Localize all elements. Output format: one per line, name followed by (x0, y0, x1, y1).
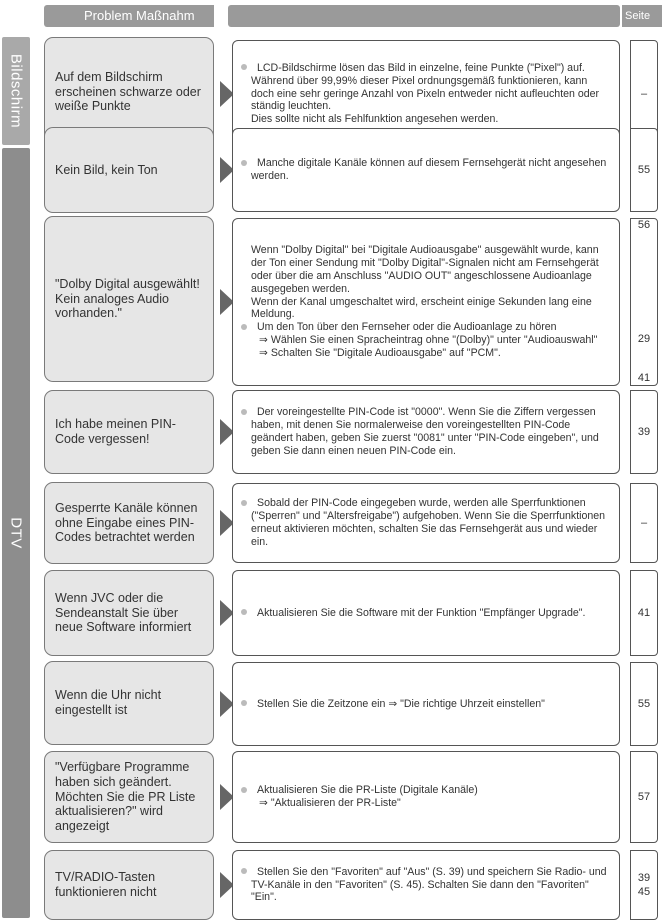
problem-cell: Wenn JVC oder die Sendeanstalt Sie über neue Software informiert (44, 570, 214, 656)
bullet-icon (241, 700, 247, 706)
bullet-icon (241, 160, 247, 166)
bullet-icon (241, 787, 247, 793)
column-header-page: Seite (622, 5, 662, 27)
solution-line (251, 784, 611, 797)
solution-line (251, 321, 611, 334)
problem-cell: Kein Bild, kein Ton (44, 127, 214, 213)
solution-text: Aktualisieren Sie die PR-Liste (Digitale Kanäle) (257, 784, 478, 797)
page-cell (630, 390, 658, 474)
page-number: – (640, 517, 648, 529)
solution-cell (232, 570, 620, 656)
bullet-icon (241, 868, 247, 874)
solution-line (251, 497, 611, 549)
section-tab-bildschirm (2, 37, 30, 145)
solution-text: ⇒ "Aktualisieren der PR-Liste" (259, 797, 401, 809)
page-number: 39 (637, 426, 651, 438)
page-cell (630, 483, 658, 563)
page-number: 39 (637, 872, 651, 884)
page-cell (630, 751, 658, 843)
page-number: 29 (637, 332, 651, 345)
page-cell (630, 850, 658, 920)
bullet-icon (241, 324, 247, 330)
solution-cell (232, 850, 620, 920)
solution-line (251, 347, 611, 360)
page-number: 55 (637, 698, 651, 710)
page-number: 41 (637, 371, 651, 384)
problem-cell: Gesperrte Kanäle können ohne Eingabe eines PIN-Codes betrachtet werden (44, 482, 214, 564)
section-label-dtv: DTV (7, 517, 25, 549)
solution-text: LCD-Bildschirme lösen das Bild in einzelne, feine Punkte ("Pixel") auf. (257, 61, 585, 74)
solution-text: Wenn "Dolby Digital" bei "Digitale Audioausgabe" ausgewählt wurde, kann der Ton einer Sendung mit "Dolby Digital"-Signalen nicht am Fernsehgerät oder über die am Anschluss "AUDIO OUT" angeschlossene Audioanlage ausgegeben werden. (251, 243, 599, 295)
problem-cell: Auf dem Bildschirm erscheinen schwarze oder weiße Punkte (44, 37, 214, 147)
page-number: 56 (637, 218, 651, 231)
solution-text: Stellen Sie den "Favoriten" auf "Aus" (S. 39) und speichern Sie Radio- und TV-Kanäle in den "Favoriten" (S. 45). Schalten Sie dann den "Favoriten" "Ein". (251, 865, 607, 904)
problem-cell: TV/RADIO-Tasten funktionieren nicht (44, 850, 214, 920)
solution-text: Aktualisieren Sie die Software mit der Funktion "Empfänger Upgrade". (257, 606, 586, 619)
solution-cell (232, 218, 620, 386)
solution-line (251, 62, 611, 75)
bullet-icon (241, 409, 247, 415)
page-number: 55 (637, 164, 651, 176)
solution-line (251, 157, 611, 183)
solution-text: ⇒ Schalten Sie "Digitale Audioausgabe" auf "PCM". (259, 347, 501, 360)
solution-line (251, 698, 611, 711)
page-cell (630, 662, 658, 746)
solution-cell (232, 483, 620, 563)
page-number: – (640, 88, 648, 100)
solution-text: Der voreingestellte PIN-Code ist "0000". Wenn Sie die Ziffern vergessen haben, mit denen Sie normalerweise den voreingestellten PIN-Code geändert haben, geben Sie zuerst "0081" unter "PIN-Code eingeben", und geben Sie dann einen neuen PIN-Code ein. (251, 406, 599, 457)
solution-line (251, 607, 611, 620)
page-number: 45 (637, 886, 651, 898)
page-cell (630, 218, 658, 386)
problem-cell: Ich habe meinen PIN-Code vergessen! (44, 390, 214, 474)
solution-text: Manche digitale Kanäle können auf diesem Fernsehgerät nicht angesehen werden. (251, 157, 607, 182)
solution-text: Sobald der PIN-Code eingegeben wurde, werden alle Sperrfunktionen ("Sperren" und "Altersfreigabe") aufgehoben. Wenn Sie die Sperrfunktionen erneut aktivieren möchten, schalten Sie das Fernsehgerät aus und wieder ein. (251, 497, 606, 548)
page-number: 57 (637, 791, 651, 803)
column-header-problem: Problem Maßnahm (44, 5, 214, 27)
solution-line (251, 406, 611, 458)
solution-text: ⇒ Wählen Sie einen Spracheintrag ohne "(Dolby)" unter "Audioauswahl" (259, 334, 598, 347)
solution-cell (232, 128, 620, 212)
solution-text: Während über 99,99% dieser Pixel ordnungsgemäß funktionieren, kann doch eine sehr geringe Anzahl von Pixeln entweder nicht aufleuchten oder ständig leuchten. (251, 74, 600, 113)
solution-cell (232, 662, 620, 746)
solution-line (251, 244, 611, 296)
page-cell (630, 570, 658, 656)
bullet-icon (241, 64, 247, 70)
solution-text: Stellen Sie die Zeitzone ein ⇒ "Die richtige Uhrzeit einstellen" (257, 697, 545, 710)
page-number: 41 (637, 607, 651, 619)
bullet-icon (241, 609, 247, 615)
solution-cell (232, 751, 620, 843)
solution-line (251, 797, 611, 810)
problem-cell: "Dolby Digital ausgewählt! Kein analoges Audio vorhanden." (44, 216, 214, 382)
bullet-icon (241, 500, 247, 506)
solution-line (251, 75, 611, 114)
section-label-bildschirm: Bildschirm (7, 53, 25, 129)
section-tab-dtv (2, 148, 30, 918)
page-cell (630, 128, 658, 212)
solution-line (251, 866, 611, 905)
problem-cell: Wenn die Uhr nicht eingestellt ist (44, 661, 214, 745)
solution-text: Um den Ton über den Fernseher oder die Audioanlage zu hören (257, 321, 557, 334)
solution-cell (232, 390, 620, 474)
solution-line (251, 113, 611, 126)
column-header-solution (228, 5, 620, 27)
solution-text: Wenn der Kanal umgeschaltet wird, erscheint einige Sekunden lang eine Meldung. (251, 295, 592, 321)
solution-text: Dies sollte nicht als Fehlfunktion angesehen werden. (251, 113, 499, 126)
solution-line (251, 334, 611, 347)
problem-cell: "Verfügbare Programme haben sich geändert. Möchten Sie die PR Liste aktualisieren?" wird angezeigt (44, 751, 214, 843)
solution-line (251, 296, 611, 322)
